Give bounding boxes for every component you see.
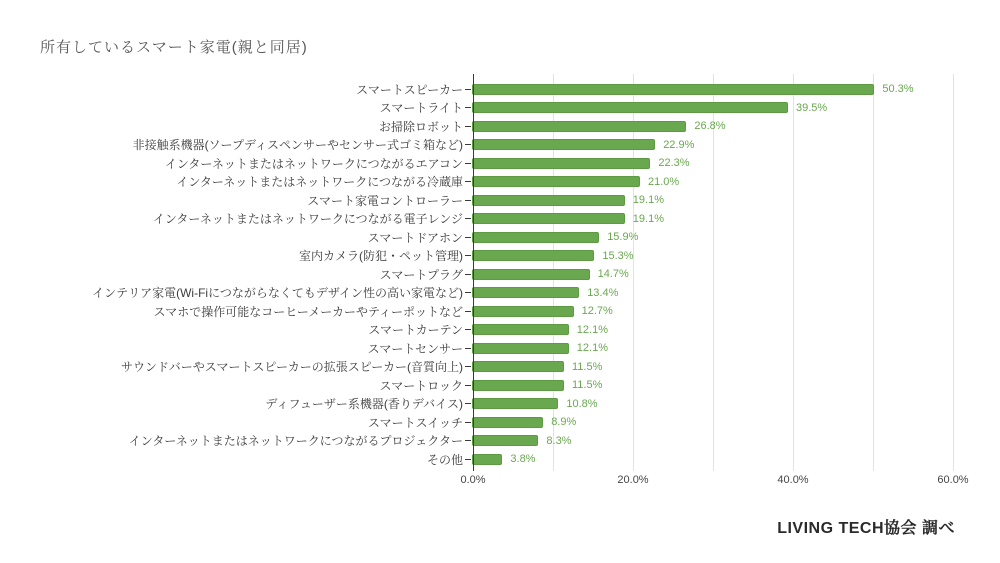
bar (472, 361, 564, 372)
value-label: 11.5% (572, 360, 603, 373)
bar (472, 102, 788, 113)
bar-row (39, 265, 969, 284)
bar (472, 417, 543, 428)
bar (472, 121, 686, 132)
value-label: 11.5% (572, 379, 603, 392)
value-label: 14.7% (597, 268, 629, 281)
bar-row (39, 358, 969, 377)
bar (472, 84, 874, 95)
bar-track (471, 321, 969, 340)
category-label: インターネットまたはネットワークにつながる冷蔵庫 (176, 175, 463, 190)
value-label: 12.1% (576, 342, 608, 355)
value-label: 19.1% (632, 194, 664, 207)
bar-row (39, 173, 969, 192)
bar-row (39, 321, 969, 340)
bar (472, 454, 502, 465)
value-label: 26.8% (694, 120, 726, 133)
bar (472, 213, 625, 224)
category-label: インテリア家電(Wi-Fiにつながらなくてもデザイン性の高い家電など) (92, 286, 463, 301)
category-label: スマホで操作可能なコーヒーメーカーやティーポットなど (153, 304, 463, 319)
bar-track (471, 395, 969, 414)
value-label: 39.5% (796, 101, 828, 114)
bar-track (471, 210, 969, 229)
bar-track (471, 247, 969, 266)
bar-track (471, 117, 969, 136)
bar (472, 139, 655, 150)
bar-row (39, 413, 969, 432)
bar-row (39, 302, 969, 321)
bar-track (471, 302, 969, 321)
category-label: スマートスイッチ (367, 415, 463, 430)
bar-track (471, 432, 969, 451)
bar-track (471, 191, 969, 210)
value-label: 19.1% (632, 212, 664, 225)
bar (472, 232, 599, 243)
value-label: 22.9% (663, 138, 695, 151)
bar-track (471, 339, 969, 358)
value-label: 10.8% (566, 397, 598, 410)
bar-row (39, 339, 969, 358)
bar (472, 324, 569, 335)
category-label: スマートドアホン (367, 230, 463, 245)
value-label: 8.9% (551, 416, 577, 429)
bar-row (39, 376, 969, 395)
category-label: スマートプラグ (379, 267, 463, 282)
category-label: サウンドバーやスマートスピーカーの拡張スピーカー(音質向上) (121, 360, 463, 375)
value-label: 12.7% (581, 305, 613, 318)
bar-track (471, 413, 969, 432)
bar-row (39, 432, 969, 451)
category-label: 非接触系機器(ソープディスペンサーやセンサー式ゴミ箱など) (132, 138, 463, 153)
bar (472, 287, 579, 298)
bar (472, 250, 594, 261)
category-label: その他 (426, 452, 463, 467)
bar-row (39, 210, 969, 229)
bar-track (471, 99, 969, 118)
category-label: スマートセンサー (367, 341, 463, 356)
x-tick-label: 60.0% (937, 473, 969, 486)
chart-title: 所有しているスマート家電(親と同居) (40, 39, 308, 56)
bar (472, 343, 569, 354)
bar-row (39, 136, 969, 155)
bar-track (471, 173, 969, 192)
bar (472, 435, 538, 446)
bar-row (39, 284, 969, 303)
value-label: 22.3% (658, 157, 690, 170)
x-tick-label: 0.0% (460, 473, 486, 486)
bar (472, 306, 574, 317)
bar-track (471, 358, 969, 377)
category-label: ディフューザー系機器(香りデバイス) (265, 397, 463, 412)
category-label: 室内カメラ(防犯・ペット管理) (299, 249, 463, 264)
category-label: スマートカーテン (368, 323, 463, 338)
bar-rows (39, 80, 969, 469)
bar-track (471, 450, 969, 469)
bar (472, 380, 564, 391)
category-label: スマートロック (379, 378, 463, 393)
bar-row (39, 99, 969, 118)
bar-row (39, 80, 969, 99)
bar-track (471, 284, 969, 303)
category-label: インターネットまたはネットワークにつながる電子レンジ (152, 212, 463, 227)
bar-track (471, 265, 969, 284)
category-label: インターネットまたはネットワークにつながるエアコン (164, 156, 463, 171)
category-label: インターネットまたはネットワークにつながるプロジェクター (128, 434, 463, 449)
x-tick-label: 40.0% (777, 473, 809, 486)
value-label: 12.1% (576, 323, 608, 336)
x-tick-label: 20.0% (617, 473, 649, 486)
value-label: 15.3% (602, 249, 634, 262)
source-credit: LIVING TECH協会 調べ (777, 520, 955, 537)
x-axis (460, 472, 969, 490)
bar-track (471, 154, 969, 173)
value-label: 3.8% (510, 453, 536, 466)
category-label: スマートライト (379, 101, 463, 116)
bar-row (39, 395, 969, 414)
bar-row (39, 247, 969, 266)
bar (472, 269, 590, 280)
category-label: お掃除ロボット (378, 119, 463, 134)
bar-row (39, 450, 969, 469)
value-label: 15.9% (607, 231, 639, 244)
y-axis-line (473, 74, 474, 471)
bar-row (39, 154, 969, 173)
value-label: 50.3% (882, 83, 914, 96)
bar-track (471, 80, 969, 99)
value-label: 13.4% (587, 286, 619, 299)
bar-chart (39, 80, 969, 490)
category-label: スマート家電コントローラー (307, 193, 463, 208)
bar (472, 195, 625, 206)
category-label: スマートスピーカー (356, 82, 463, 97)
bar-row (39, 191, 969, 210)
bar-track (471, 228, 969, 247)
bar-track (471, 136, 969, 155)
bar-row (39, 228, 969, 247)
bar (472, 176, 640, 187)
value-label: 8.3% (546, 434, 572, 447)
value-label: 21.0% (648, 175, 680, 188)
bar (472, 398, 558, 409)
bar (472, 158, 650, 169)
bar-row (39, 117, 969, 136)
bar-track (471, 376, 969, 395)
